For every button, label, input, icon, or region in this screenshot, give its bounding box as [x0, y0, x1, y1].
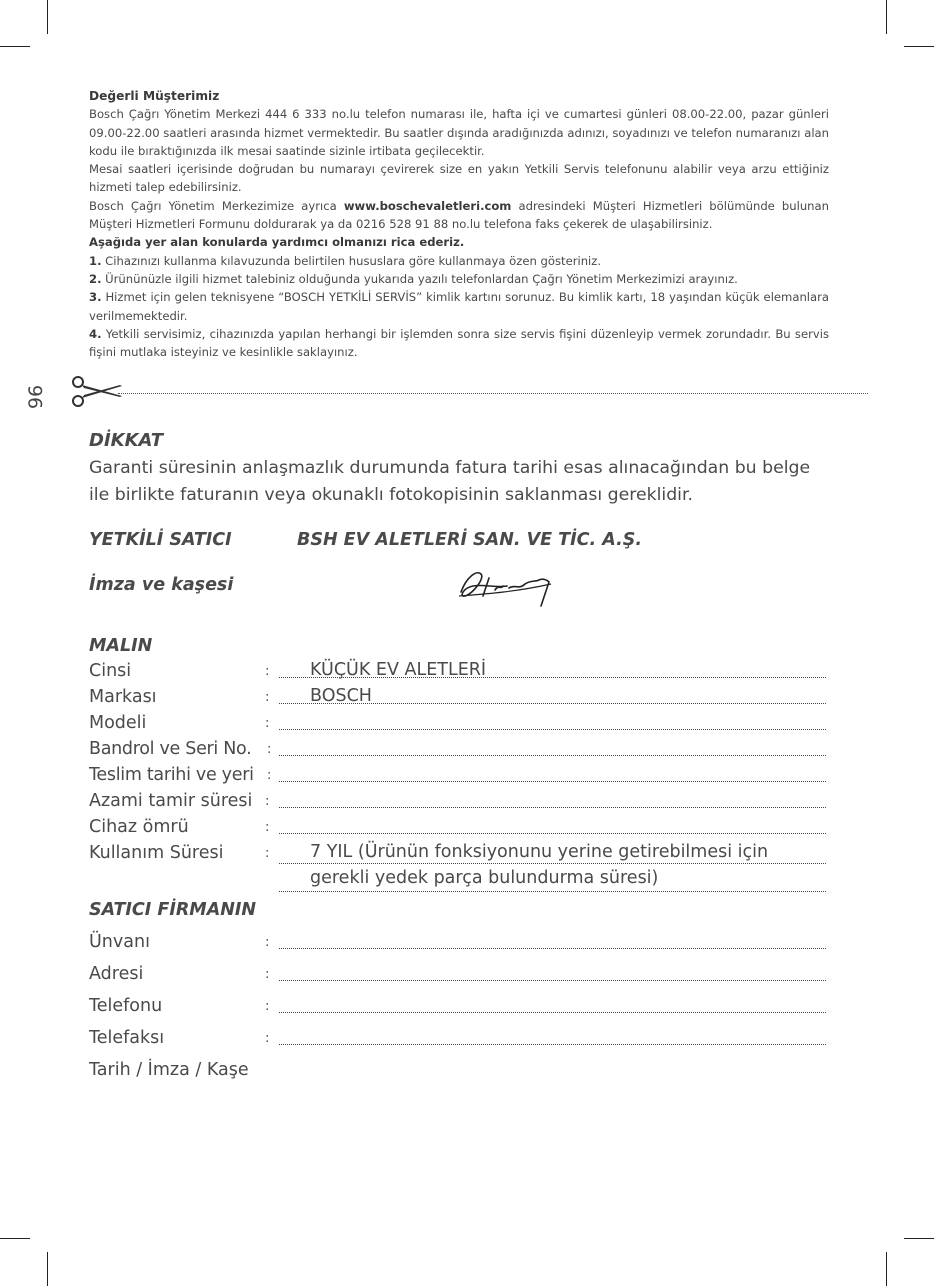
item-number: 4. — [89, 326, 102, 341]
item-number: 2. — [89, 271, 102, 286]
warning-text: Garanti süresinin anlaşmazlık durumunda fatura tarihi esas alınacağından bu belge ile birlikte faturanın veya okunaklı fotokopisinin saklanması gereklidir. — [89, 458, 811, 505]
crop-mark — [904, 1238, 934, 1239]
intro-text: adresindeki Müşteri Hizmetleri bölümünde bulunan Müşteri Hizmetleri Formunu doldurarak ya da 0216 528 91 88 no.lu telefona faks çekerek de ulaşabilirsiniz. — [89, 198, 829, 232]
row-label: Teslim tarihi ve yeri — [89, 765, 254, 785]
row-colon: : — [265, 999, 270, 1014]
seller-firm-section-title: SATICI FİRMANIN — [89, 900, 257, 920]
scissors-icon — [70, 374, 124, 408]
crop-mark — [47, 0, 48, 34]
signature-image — [455, 566, 555, 612]
row-value: BOSCH — [310, 686, 372, 706]
row-dotted-line — [279, 781, 826, 782]
seller-company: BSH EV ALETLERİ SAN. VE TİC. A.Ş. — [297, 530, 642, 550]
row-colon: : — [265, 935, 270, 950]
row-label: Cihaz ömrü — [89, 817, 189, 837]
row-dotted-line — [279, 863, 826, 864]
row-label: Bandrol ve Seri No. — [89, 739, 252, 759]
item-number: 3. — [89, 290, 102, 305]
crop-mark — [0, 1238, 30, 1239]
page-number — [20, 382, 48, 412]
request-heading: Aşağıda yer alan konularda yardımcı olmanızı rica ederiz. — [89, 235, 465, 250]
row-label: Telefonu — [89, 996, 163, 1016]
row-label: Tarih / İmza / Kaşe — [89, 1060, 249, 1080]
row-label: Cinsi — [89, 661, 132, 681]
item-text: Yetkili servisimiz, cihazınızda yapılan herhangi bir işlemden sonra size servis fişini düzenleyip vermek zorundadır. Bu servis fişini mutlaka isteyiniz ve kesinlikle saklayınız. — [89, 326, 829, 360]
row-label: Azami tamir süresi — [89, 791, 253, 811]
row-dotted-line — [279, 729, 826, 730]
row-dotted-line — [279, 1044, 826, 1045]
row-dotted-line — [279, 755, 826, 756]
product-section-title: MALIN — [89, 636, 153, 656]
request-item — [89, 288, 829, 325]
row-colon: : — [267, 742, 272, 757]
row-label: Ünvanı — [89, 932, 150, 952]
row-colon: : — [265, 716, 270, 731]
row-value: KÜÇÜK EV ALETLERİ — [310, 660, 487, 680]
row-value: 7 YIL (Ürünün fonksiyonunu yerine getirebilmesi için — [310, 842, 769, 862]
row-colon: : — [265, 846, 270, 861]
crop-mark — [886, 0, 887, 34]
row-label: Adresi — [89, 964, 144, 984]
customer-info — [89, 87, 829, 361]
row-colon: : — [265, 794, 270, 809]
row-dotted-line — [279, 833, 826, 834]
row-colon: : — [265, 1031, 270, 1046]
item-text: Hizmet için gelen teknisyene “BOSCH YETKİLİ SERVİS” kimlik kartını sorunuz. Bu kimlik kartı, 18 yaşından küçük elemanlara verilmemektedir. — [89, 290, 829, 323]
row-dotted-line — [279, 980, 826, 981]
row-dotted-line — [279, 1012, 826, 1013]
row-label: Markası — [89, 687, 157, 707]
crop-mark — [904, 46, 934, 47]
row-label: Telefaksı — [89, 1028, 165, 1048]
item-text: Cihazınızı kullanma kılavuzunda belirtilen hususlara göre kullanmaya özen gösteriniz. — [101, 253, 602, 268]
intro-text: Bosch Çağrı Yönetim Merkezimize ayrıca — [89, 198, 344, 213]
row-dotted-line — [279, 891, 826, 892]
crop-mark — [47, 1252, 48, 1286]
row-colon: : — [267, 768, 272, 783]
intro-paragraph: Bosch Çağrı Yönetim Merkezi 444 6 333 no.lu telefon numarası ile, hafta içi ve cumartesi günleri 08.00-22.00, pazar günleri 09.00-22.00 saatleri arasında hizmet vermektedir. Bu saatler dışında aradığınızda adınızı, soyadınızı ve telefon numaranızı alan kodu ile bıraktığınızda ilk mesai saatinde sizinle irtibata geçilecektir. — [89, 107, 829, 158]
row-value: gerekli yedek parça bulundurma süresi) — [310, 868, 659, 888]
item-text: Ürününüzle ilgili hizmet talebiniz olduğunda yukarıda yazılı telefonlardan Çağrı Yönetim Merkezimizi arayınız. — [101, 271, 738, 286]
row-colon: : — [265, 690, 270, 705]
row-label: Kullanım Süresi — [89, 843, 224, 863]
request-item — [89, 252, 829, 270]
row-label: Modeli — [89, 713, 147, 733]
intro-paragraph: Mesai saatleri içerisinde doğrudan bu numarayı çevirerek size en yakın Yetkili Servis telefonunu alabilir veya arzu ettiğiniz hizmeti talep edebilirsiniz. — [89, 162, 829, 195]
crop-mark — [886, 1252, 887, 1286]
authorized-seller-label: YETKİLİ SATICI — [89, 530, 232, 550]
warning-title: DİKKAT — [89, 430, 164, 451]
item-number: 1. — [89, 253, 102, 268]
signature-label: İmza ve kaşesi — [89, 575, 234, 595]
intro-paragraph — [89, 197, 829, 234]
cut-line — [118, 393, 868, 394]
website-link[interactable]: www.boschevaletleri.com — [343, 198, 512, 213]
intro-heading: Değerli Müşterimiz — [89, 89, 220, 103]
row-dotted-line — [279, 948, 826, 949]
request-item — [89, 325, 829, 362]
crop-mark — [0, 46, 30, 47]
request-item — [89, 270, 829, 288]
row-dotted-line — [279, 807, 826, 808]
row-colon: : — [265, 967, 270, 982]
row-colon: : — [265, 664, 270, 679]
page-number-text: 96 — [23, 384, 46, 410]
row-colon: : — [265, 820, 270, 835]
